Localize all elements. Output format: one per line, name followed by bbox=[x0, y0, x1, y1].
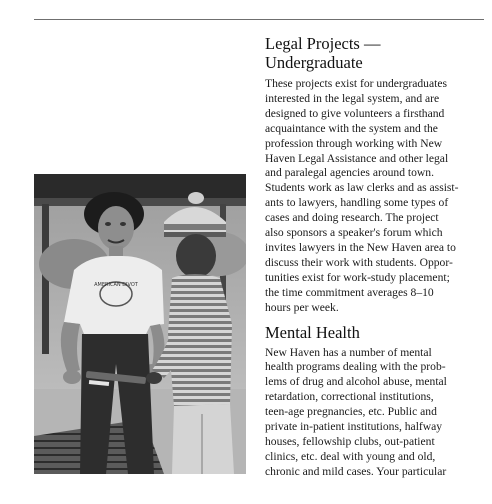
heading-line: Mental Health bbox=[265, 322, 360, 342]
text-line: tunities exist for work-study placement; bbox=[265, 270, 450, 284]
text-line: chronic and mild cases. Your particular bbox=[265, 464, 447, 478]
text-line: houses, fellowship clubs, out-patient bbox=[265, 434, 435, 448]
text-line: also sponsors a speaker's forum which bbox=[265, 226, 443, 240]
top-rule bbox=[34, 19, 484, 20]
text-line: profession through working with New bbox=[265, 136, 443, 150]
text-line: Students work as law clerks and as assist- bbox=[265, 181, 459, 195]
text-line: These projects exist for undergraduates bbox=[265, 77, 448, 90]
text-line: and paralegal agencies around town. bbox=[265, 166, 435, 180]
section-mental-health bbox=[265, 323, 489, 480]
text-line: lems of drug and alcohol abuse, mental bbox=[265, 375, 447, 389]
text-line: designed to give volunteers a firsthand bbox=[265, 106, 445, 120]
shirt-logo-text: AMERICAN DIVOT bbox=[94, 282, 138, 288]
heading-legal-projects bbox=[265, 34, 489, 72]
text-line: acquaintance with the system and the bbox=[265, 121, 438, 135]
heading-line: Undergraduate bbox=[265, 53, 363, 72]
section-legal-projects bbox=[265, 34, 489, 316]
text-line: discuss their work with students. Oppor- bbox=[265, 255, 453, 269]
photo-two-people bbox=[34, 174, 246, 474]
paragraph-legal-projects bbox=[265, 77, 489, 316]
text-line: interested in the legal system, and are bbox=[265, 91, 440, 105]
text-line: Haven Legal Assistance and other legal bbox=[265, 151, 449, 165]
text-line: cases and doing research. The project bbox=[265, 211, 439, 225]
paragraph-mental-health bbox=[265, 346, 489, 480]
text-line: private in-patient institutions, halfway bbox=[265, 420, 443, 434]
text-line: New Haven has a number of mental bbox=[265, 345, 432, 359]
text-line: ants to lawyers, handling some types of bbox=[265, 196, 449, 210]
text-line: clinics, etc. deal with young and old, bbox=[265, 449, 436, 463]
text-line: invites lawyers in the New Haven area to bbox=[265, 240, 456, 254]
text-line: the time commitment averages 8–10 bbox=[265, 285, 434, 299]
text-line: hours per week. bbox=[265, 300, 339, 314]
heading-mental-health bbox=[265, 323, 489, 342]
text-column bbox=[265, 34, 489, 480]
text-line: retardation, correctional institutions, bbox=[265, 390, 434, 404]
heading-line: Legal Projects — bbox=[265, 34, 381, 53]
text-line: health programs dealing with the prob- bbox=[265, 360, 446, 374]
text-line: teen-age pregnancies, etc. Public and bbox=[265, 405, 437, 419]
